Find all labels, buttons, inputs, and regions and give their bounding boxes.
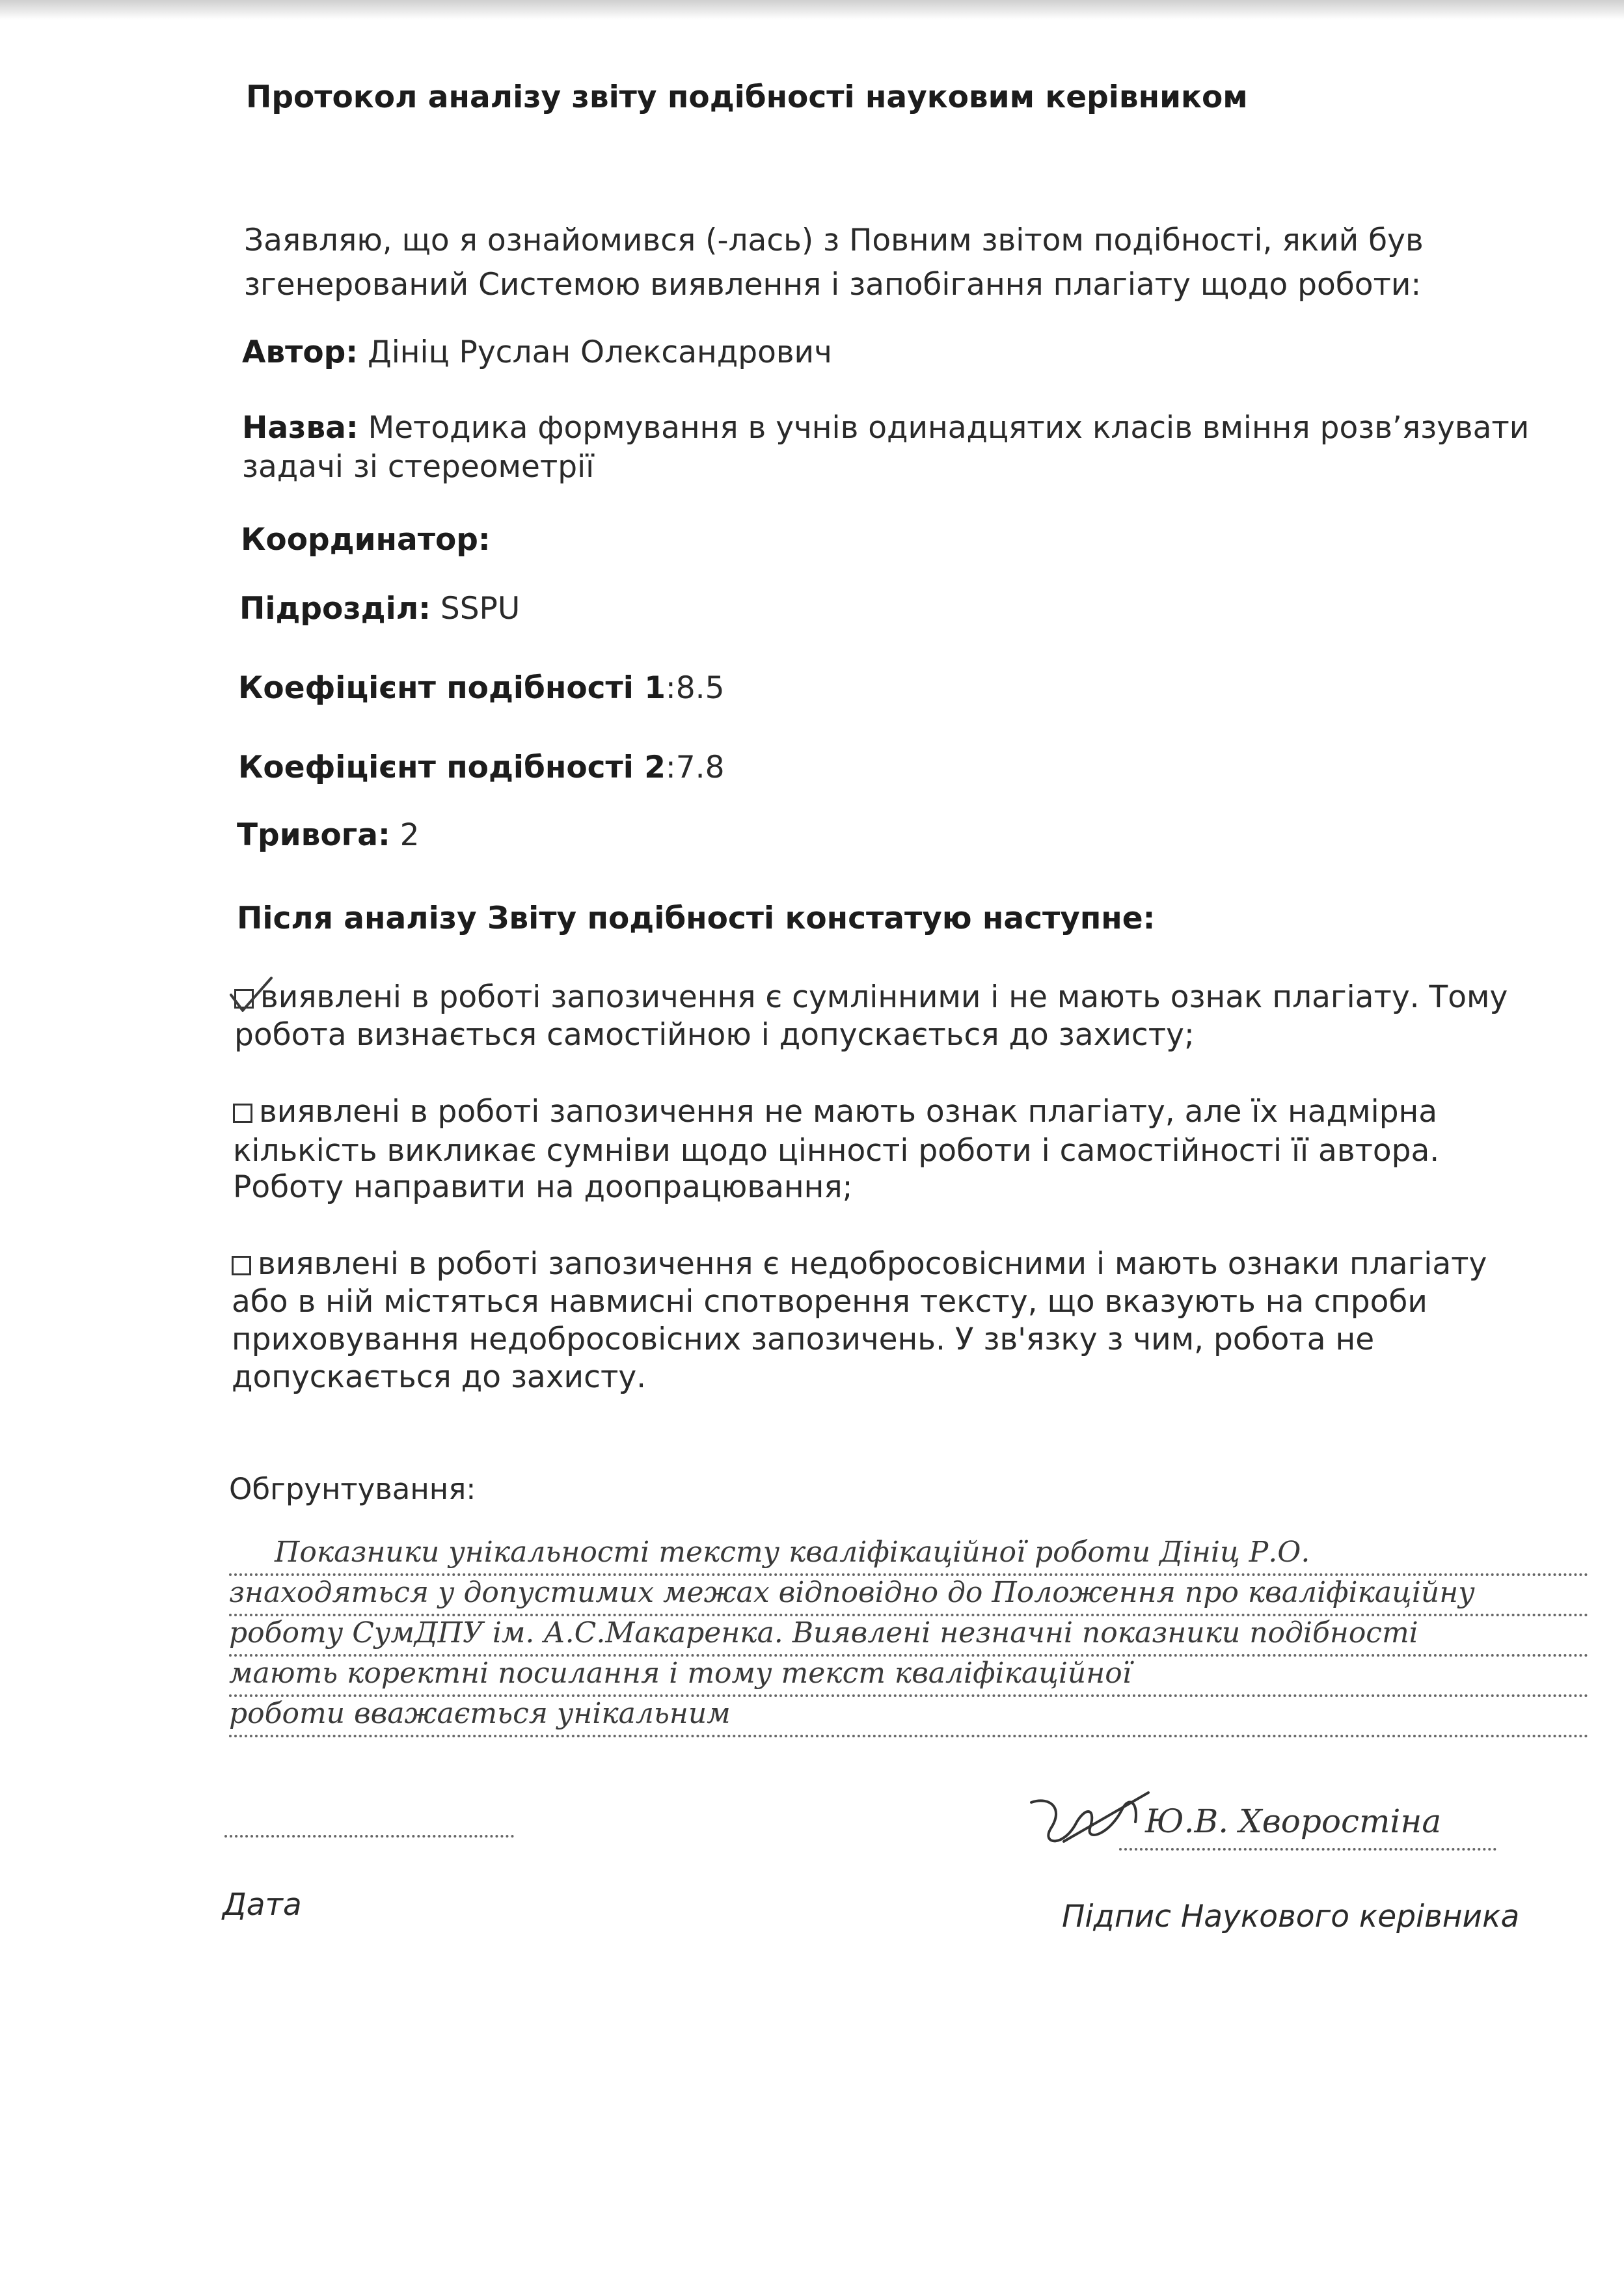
option-2-checkbox[interactable] <box>233 1104 252 1123</box>
title-value-line-2: задачі зі стереометрії <box>242 449 595 485</box>
department-label: Підрозділ: <box>239 591 431 627</box>
option-1-checkbox[interactable] <box>234 989 254 1009</box>
similarity-1-field <box>238 669 725 708</box>
similarity-1-value: :8.5 <box>665 670 725 706</box>
option-3-line-4: допускається до захисту. <box>232 1359 647 1395</box>
option-2[interactable] <box>233 1093 1437 1131</box>
alarm-label: Тривога: <box>237 817 390 853</box>
option-2-line-2: кількість викликає сумніви щодо цінності роботи і самостійності її автора. <box>233 1133 1440 1169</box>
justification-line-5: роботи вважається унікальним <box>229 1694 1589 1737</box>
author-label: Автор: <box>242 334 359 370</box>
date-label: Дата <box>223 1887 302 1923</box>
similarity-1-label: Коефіцієнт подібності 1 <box>238 670 666 706</box>
coordinator-label: Координатор: <box>241 522 491 558</box>
option-2-line-1: виявлені в роботі запозичення не мають ознак плагіату, але їх надмірна <box>259 1094 1438 1130</box>
intro-line-1: Заявляю, що я ознайомився (-лась) з Повним звітом подібності, який був <box>244 223 1424 258</box>
option-3[interactable] <box>232 1245 1487 1283</box>
signature-label: Підпис Наукового керівника <box>1062 1899 1520 1934</box>
justification-line-4: мають коректні посилання і тому текст кваліфікаційної <box>229 1654 1589 1697</box>
department-field <box>239 590 520 629</box>
justification-label: Обгрунтування: <box>229 1472 476 1506</box>
option-1-line-2: робота визнається самостійною і допускається до захисту; <box>234 1017 1195 1053</box>
date-field[interactable] <box>224 1815 514 1838</box>
justification-line-1: Показники унікальності тексту кваліфікаційної роботи Дініц Р.О. <box>229 1533 1589 1576</box>
checkmark-icon <box>228 977 274 1016</box>
conclusion-heading: Після аналізу Звіту подібності констатую наступне: <box>237 901 1156 936</box>
page-title: Протокол аналізу звіту подібності науковим керівником <box>246 79 1248 115</box>
author-value: Дініц Руслан Олександрович <box>358 334 832 370</box>
title-field <box>242 409 1529 448</box>
similarity-2-field <box>238 748 725 787</box>
option-3-line-1: виявлені в роботі запозичення є недобросовісними і мають ознаки плагіату <box>258 1246 1487 1282</box>
justification-line-3: роботу СумДПУ ім. А.С.Макаренка. Виявлені незначні показники подібності <box>229 1614 1589 1657</box>
justification-line-2: знаходяться у допустимих межах відповідно до Положення про кваліфікаційну <box>229 1573 1589 1616</box>
author-field <box>242 333 832 372</box>
similarity-2-value: :7.8 <box>665 750 725 785</box>
scan-edge <box>0 0 1624 20</box>
option-3-line-3: приховування недобросовісних запозичень. У зв'язку з чим, робота не <box>232 1322 1375 1357</box>
alarm-field <box>237 816 420 855</box>
title-label: Назва: <box>242 410 359 446</box>
option-1-line-1: виявлені в роботі запозичення є сумлінними і не мають ознак плагіату. Тому <box>260 979 1508 1015</box>
coordinator-field <box>241 521 491 560</box>
alarm-value: 2 <box>390 817 420 853</box>
option-1[interactable] <box>234 979 1508 1016</box>
similarity-2-label: Коефіцієнт подібності 2 <box>238 750 666 785</box>
intro-line-2: згенерований Системою виявлення і запобігання плагіату щодо роботи: <box>244 267 1422 303</box>
option-2-line-3: Роботу направити на доопрацювання; <box>233 1169 853 1205</box>
option-3-line-2: або в ній містяться навмисні спотворення тексту, що вказують на спроби <box>232 1284 1428 1320</box>
department-value: SSPU <box>430 591 521 627</box>
signer-name: Ю.В. Хворостіна <box>1145 1802 1442 1840</box>
option-3-checkbox[interactable] <box>232 1256 251 1275</box>
title-value-line-1: Методика формування в учнів одинадцятих класів вміння розв’язувати <box>358 410 1530 446</box>
